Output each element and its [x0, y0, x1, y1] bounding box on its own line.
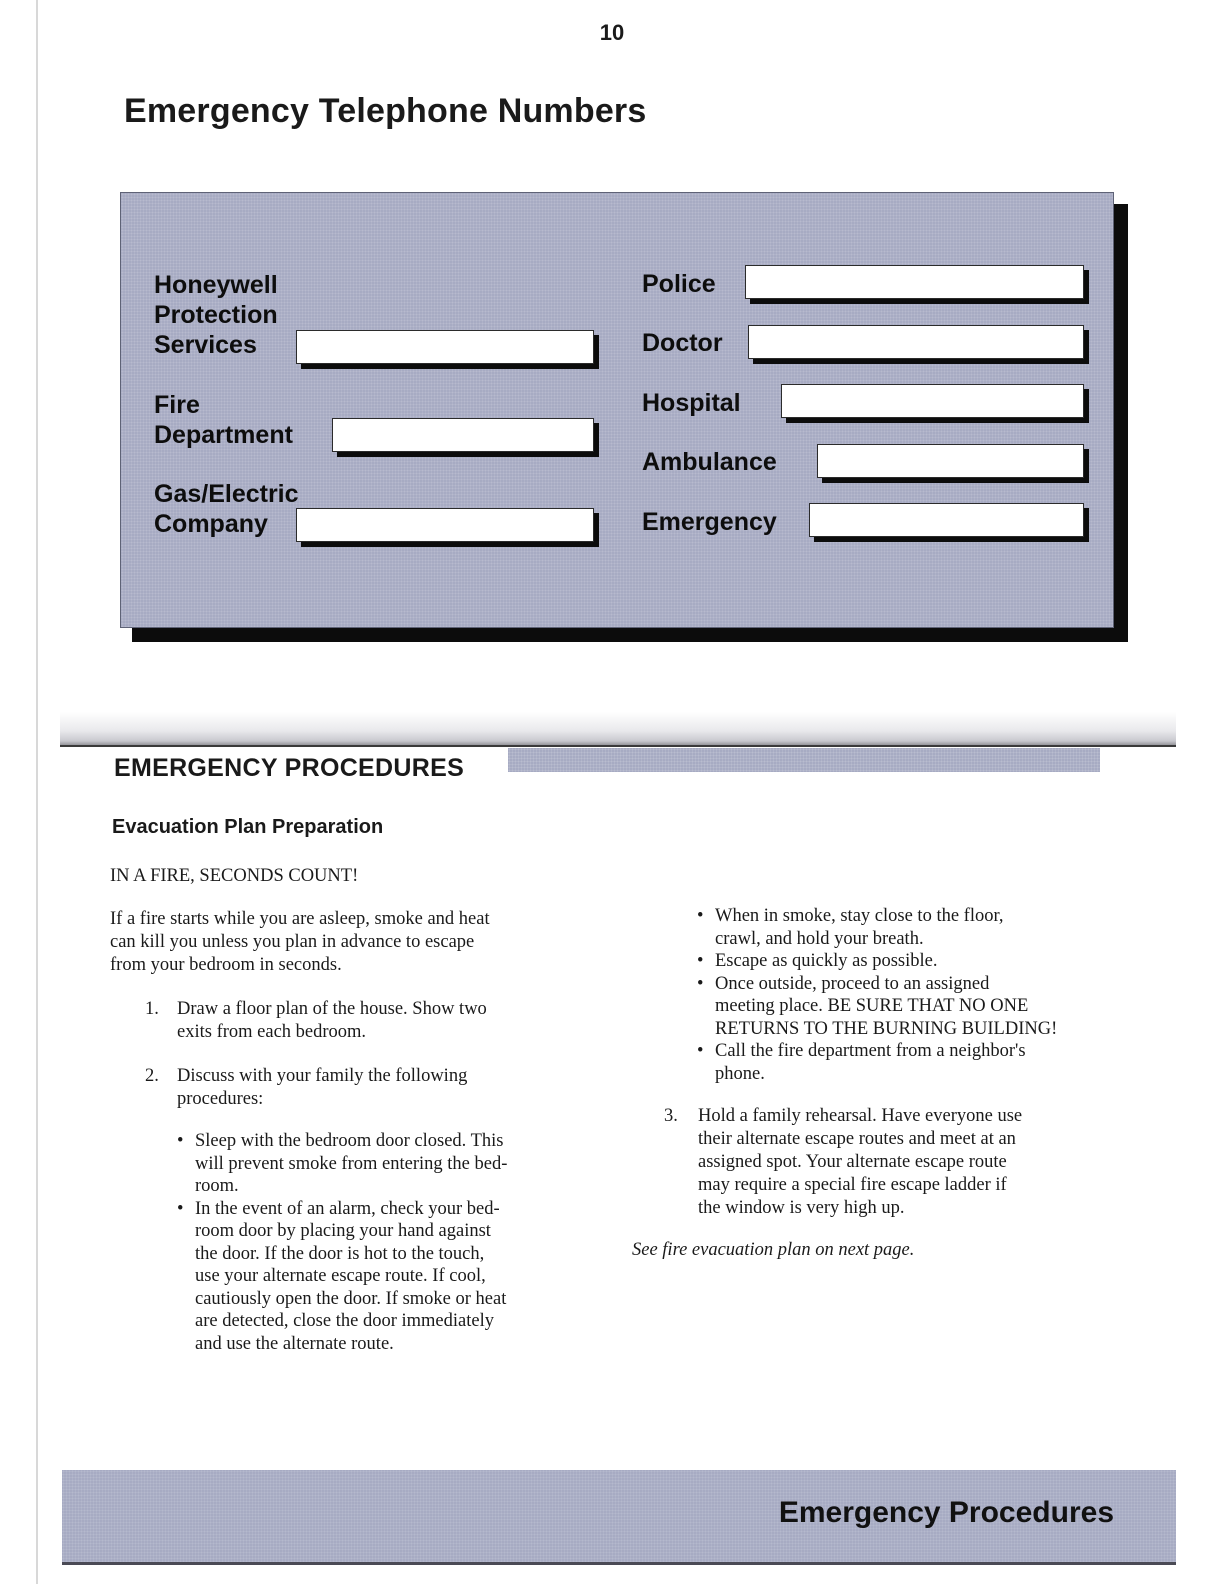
fire-department-phone-field[interactable] [332, 418, 594, 452]
bullet-list-right [697, 905, 1117, 1085]
section-heading: EMERGENCY PROCEDURES [114, 754, 465, 782]
bullet-icon: • [177, 1131, 184, 1151]
closing-note: See fire evacuation plan on next page. [632, 1240, 915, 1260]
emergency-label: Emergency [642, 508, 777, 536]
police-label: Police [642, 270, 716, 298]
subheading: Evacuation Plan Preparation [112, 816, 384, 838]
bullet-icon: • [697, 951, 704, 971]
fire-department-label: Fire Department [154, 391, 293, 449]
police-phone-field[interactable] [745, 265, 1084, 299]
step-number: 1. [145, 999, 159, 1019]
step-number: 3. [664, 1106, 678, 1126]
honeywell-label: Honeywell Protection Services [154, 271, 278, 359]
paper-fold [60, 712, 1176, 746]
footer-title: Emergency Procedures [778, 1496, 1114, 1529]
doctor-phone-field[interactable] [748, 325, 1084, 359]
page-edge [36, 0, 38, 1584]
intro-paragraph: If a fire starts while you are asleep, smoke and heat can kill you unless you plan in advance to escape from your bedroom in seconds. [110, 909, 490, 975]
list-item: • In the event of an alarm, check your bed- room door by placing your hand against the door. If the door is hot to the touch, use your alternate escape route. If cool, cautiously open the door. If smoke or heat are detected, close the door immediately and use the alternate route. [177, 1198, 507, 1354]
doctor-label: Doctor [642, 329, 723, 357]
list-item: • Once outside, proceed to an assigned meeting place. BE SURE THAT NO ONE RETURNS TO THE BURNING BUILDING! [697, 973, 1058, 1039]
section-heading-bar [508, 748, 1100, 772]
honeywell-phone-field[interactable] [296, 330, 594, 364]
bullet-icon: • [697, 1041, 704, 1061]
gas-electric-label: Gas/Electric Company [154, 480, 299, 538]
bullet-icon: • [177, 1198, 184, 1219]
page-title: Emergency Telephone Numbers [124, 92, 647, 130]
bullet-icon: • [697, 973, 704, 994]
fold-line [60, 745, 1176, 747]
page-number: 10 [599, 20, 625, 45]
gas-electric-phone-field[interactable] [296, 508, 594, 542]
intro-caps: IN A FIRE, SECONDS COUNT! [110, 866, 359, 886]
hospital-phone-field[interactable] [781, 384, 1084, 418]
step-text: Draw a floor plan of the house. Show two exits from each bedroom. [177, 999, 487, 1042]
list-item: • Escape as quickly as possible. [697, 951, 938, 971]
step-text: Discuss with your family the following procedures: [177, 1066, 468, 1109]
hospital-label: Hospital [642, 389, 741, 417]
ambulance-phone-field[interactable] [817, 444, 1084, 478]
emergency-phone-field[interactable] [809, 503, 1084, 537]
bullet-list-left [177, 1130, 597, 1355]
bullet-icon: • [697, 906, 704, 926]
list-item: • Call the fire department from a neighbor's phone. [697, 1041, 1026, 1084]
list-item: • When in smoke, stay close to the floor, crawl, and hold your breath. [697, 906, 1004, 949]
list-item: • Sleep with the bedroom door closed. This will prevent smoke from entering the bed- room. [177, 1131, 508, 1196]
step-number: 2. [145, 1066, 159, 1086]
ambulance-label: Ambulance [642, 448, 777, 476]
step-text: Hold a family rehearsal. Have everyone use their alternate escape routes and meet at an assigned spot. Your alternate escape route may require a special fire escape ladder if the window is very high up. [698, 1106, 1023, 1218]
